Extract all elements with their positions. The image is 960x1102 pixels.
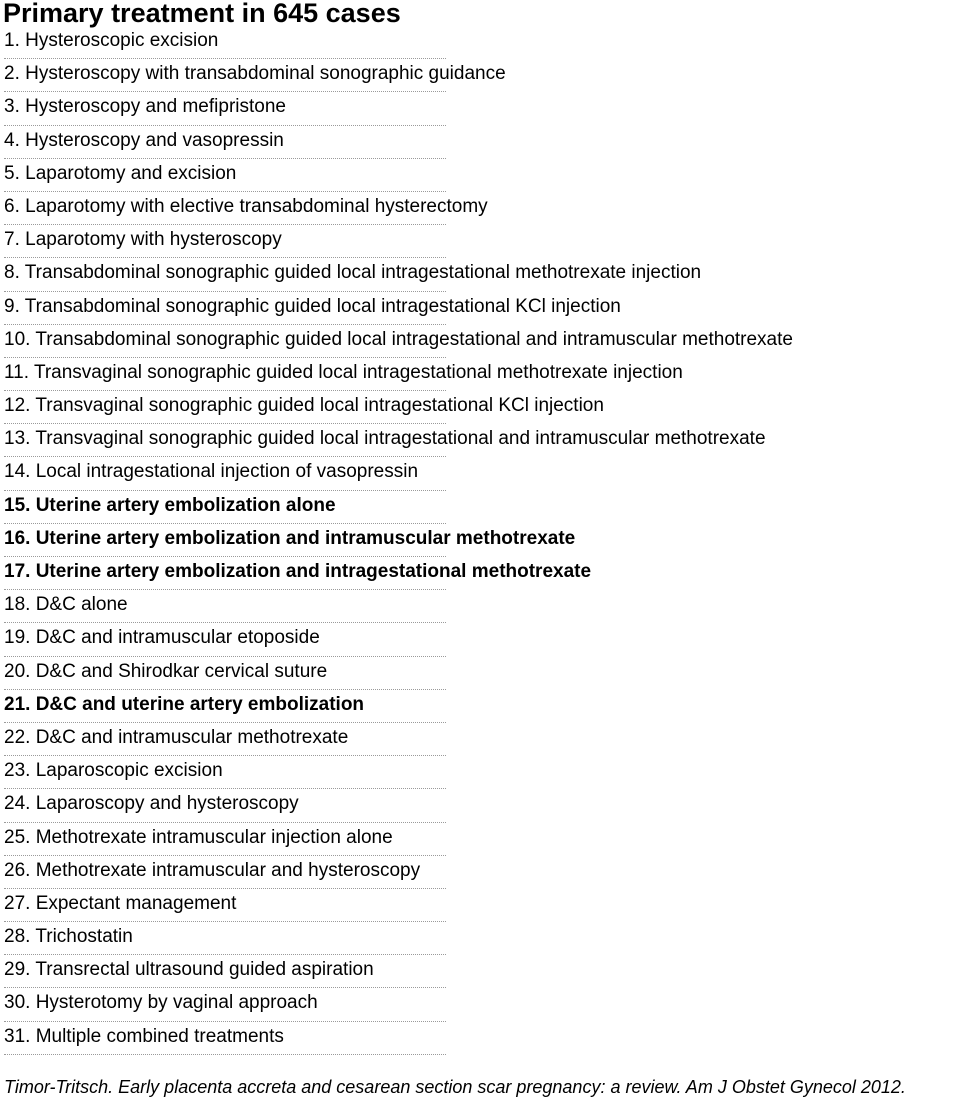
- list-item: [4, 856, 448, 889]
- list-item-text: 13. Transvaginal sonographic guided local intragestational and intramuscular methotrexate: [4, 428, 766, 450]
- list-item: [4, 889, 448, 922]
- list-item-text: 20. D&C and Shirodkar cervical suture: [4, 660, 328, 682]
- row-divider: [4, 1054, 446, 1055]
- list-item-text: 3. Hysteroscopy and mefipristone: [4, 96, 286, 118]
- list-item: [4, 325, 793, 358]
- list-item: [4, 159, 448, 192]
- list-item-text: 6. Laparotomy with elective transabdominal hysterectomy: [4, 195, 488, 217]
- list-item: [4, 922, 448, 955]
- list-item: [4, 126, 448, 159]
- list-item-text: 17. Uterine artery embolization and intragestational methotrexate: [4, 561, 592, 582]
- list-item: [4, 391, 604, 424]
- list-item-text: 29. Transrectal ultrasound guided aspiration: [4, 959, 374, 981]
- list-item: [4, 1022, 448, 1055]
- list-item: [4, 59, 506, 92]
- list-item-text: 11. Transvaginal sonographic guided local intragestational methotrexate injection: [4, 361, 683, 383]
- list-item: [4, 590, 448, 623]
- list-item: [4, 292, 621, 325]
- list-item: [4, 756, 448, 789]
- list-item-text: 22. D&C and intramuscular methotrexate: [4, 726, 349, 748]
- list-item-text: 8. Transabdominal sonographic guided local intragestational methotrexate injection: [4, 262, 702, 284]
- list-item-text: 23. Laparoscopic excision: [4, 760, 223, 782]
- citation: Timor-Tritsch. Early placenta accreta and cesarean section scar pregnancy: a review. Am J Obstet Gynecol 2012.: [4, 1077, 906, 1097]
- list-item-text: 7. Laparotomy with hysteroscopy: [4, 229, 282, 251]
- list-item: [4, 988, 448, 1021]
- list-item: [4, 657, 448, 690]
- list-item: [4, 723, 448, 756]
- list-item-text: 9. Transabdominal sonographic guided local intragestational KCl injection: [4, 295, 621, 317]
- treatment-list: [4, 26, 793, 1055]
- list-item: [4, 424, 766, 457]
- list-item-text: 24. Laparoscopy and hysteroscopy: [4, 793, 299, 815]
- list-item: [4, 524, 576, 557]
- list-item: [4, 823, 448, 856]
- list-item-text: 1. Hysteroscopic excision: [4, 30, 219, 51]
- list-item: [4, 557, 592, 590]
- list-item: [4, 358, 683, 391]
- list-item-text: 25. Methotrexate intramuscular injection alone: [4, 826, 393, 848]
- list-item-text: 12. Transvaginal sonographic guided local intragestational KCl injection: [4, 395, 604, 417]
- list-item: [4, 491, 448, 524]
- list-item-text: 21. D&C and uterine artery embolization: [4, 693, 365, 715]
- list-item-text: 28. Trichostatin: [4, 926, 133, 948]
- list-item: [4, 457, 448, 490]
- list-item: [4, 955, 448, 988]
- list-item: [4, 690, 448, 723]
- list-item: [4, 623, 448, 656]
- list-item-text: 15. Uterine artery embolization alone: [4, 494, 336, 516]
- page-title: Primary treatment in 645 cases: [3, 0, 401, 28]
- list-item-text: 16. Uterine artery embolization and intramuscular methotrexate: [4, 527, 576, 549]
- list-item-text: 30. Hysterotomy by vaginal approach: [4, 992, 318, 1014]
- list-item: [4, 258, 702, 291]
- list-item-text: 2. Hysteroscopy with transabdominal sonographic guidance: [4, 63, 506, 85]
- list-item-text: 27. Expectant management: [4, 892, 237, 914]
- list-item: [4, 92, 448, 125]
- list-item-text: 26. Methotrexate intramuscular and hysteroscopy: [4, 859, 421, 881]
- list-item: [4, 26, 448, 59]
- list-item-text: 18. D&C alone: [4, 594, 128, 616]
- list-item-text: 10. Transabdominal sonographic guided local intragestational and intramuscular methotrexate: [4, 328, 793, 350]
- list-item-text: 5. Laparotomy and excision: [4, 162, 237, 184]
- list-item: [4, 192, 488, 225]
- list-item-text: 14. Local intragestational injection of vasopressin: [4, 461, 419, 483]
- list-item-text: 31. Multiple combined treatments: [4, 1025, 284, 1047]
- list-item-text: 4. Hysteroscopy and vasopressin: [4, 129, 284, 151]
- list-item: [4, 789, 448, 822]
- list-item-text: 19. D&C and intramuscular etoposide: [4, 627, 320, 649]
- list-item: [4, 225, 448, 258]
